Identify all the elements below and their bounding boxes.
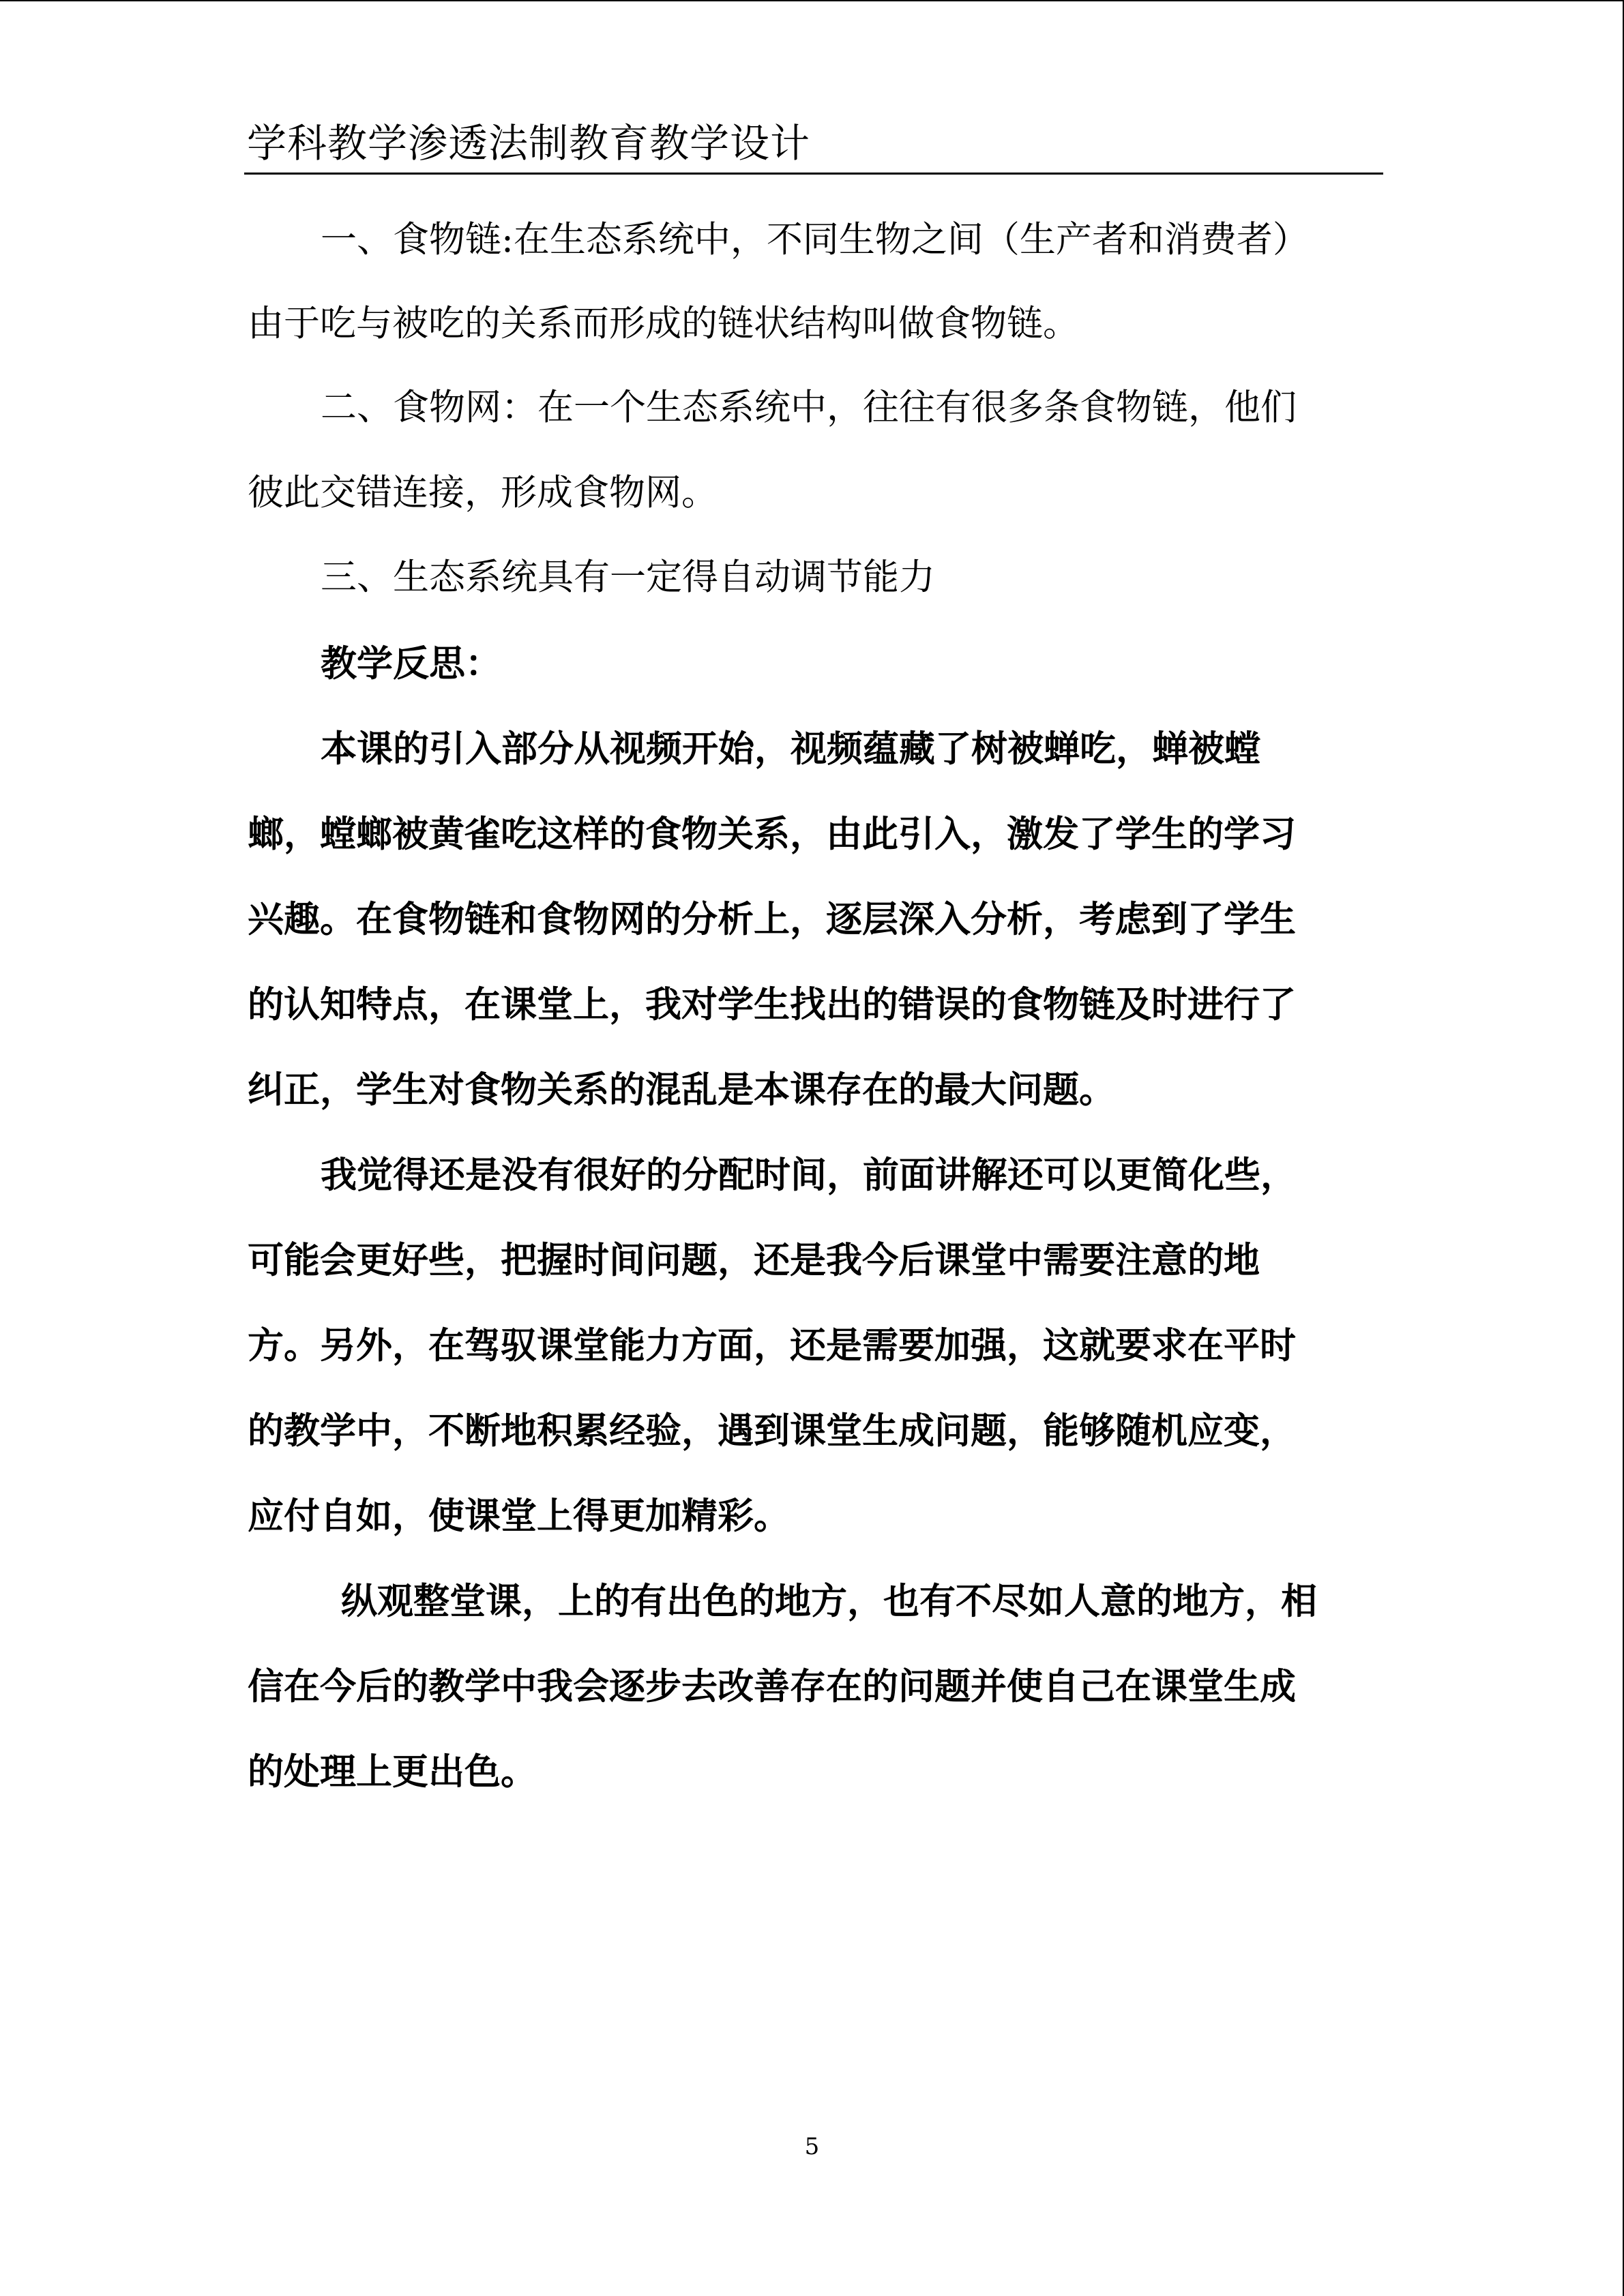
paragraph-line: 应付自如，使课堂上得更加精彩。 [248,1495,790,1537]
paragraph-line: 本课的引入部分从视频开始，视频蕴藏了树被蝉吃，蝉被螳 [321,728,1260,770]
paragraph-line: 的认知特点，在课堂上，我对学生找出的错误的食物链及时进行了 [248,983,1296,1026]
paragraph-line: 的处理上更出色。 [248,1750,537,1793]
paragraph-line: 三、生态系统具有一定得自动调节能力 [321,556,935,598]
paragraph-line: 我觉得还是没有很好的分配时间，前面讲解还可以更简化些， [321,1154,1297,1196]
paragraph-line: 由于吃与被吃的关系而形成的链状结构叫做食物链。 [248,303,1079,344]
paragraph-line: 的教学中，不断地积累经验，遇到课堂生成问题，能够随机应变， [248,1410,1296,1452]
paragraph-line: 二、食物网：在一个生态系统中，往往有很多条食物链，他们 [321,387,1297,428]
header-title: 学科教学渗透法制教育教学设计 [247,120,811,166]
page-header [244,113,1383,175]
paragraph-line: 兴趣。在食物链和食物网的分析上，逐层深入分析，考虑到了学生 [248,898,1296,940]
paragraph-line: 一、食物链:在生态系统中，不同生物之间（生产者和消费者） [321,219,1309,260]
paragraph-line: 方。另外，在驾驭课堂能力方面，还是需要加强，这就要求在平时 [248,1324,1296,1367]
paragraph-line: 彼此交错连接，形成食物网。 [248,472,718,513]
paragraph-line: 可能会更好些，把握时间问题，还是我今后课堂中需要注意的地 [248,1239,1260,1281]
page-number: 5 [804,2133,820,2160]
reflection-heading: 教学反思： [321,642,501,685]
paragraph-line: 纵观整堂课，上的有出色的地方，也有不尽如人意的地方，相 [341,1580,1317,1622]
paragraph-line: 信在今后的教学中我会逐步去改善存在的问题并使自己在课堂生成 [248,1665,1296,1708]
paragraph-line: 螂，螳螂被黄雀吃这样的食物关系，由此引入，激发了学生的学习 [248,813,1296,855]
paragraph-line: 纠正，学生对食物关系的混乱是本课存在的最大问题。 [248,1069,1115,1111]
